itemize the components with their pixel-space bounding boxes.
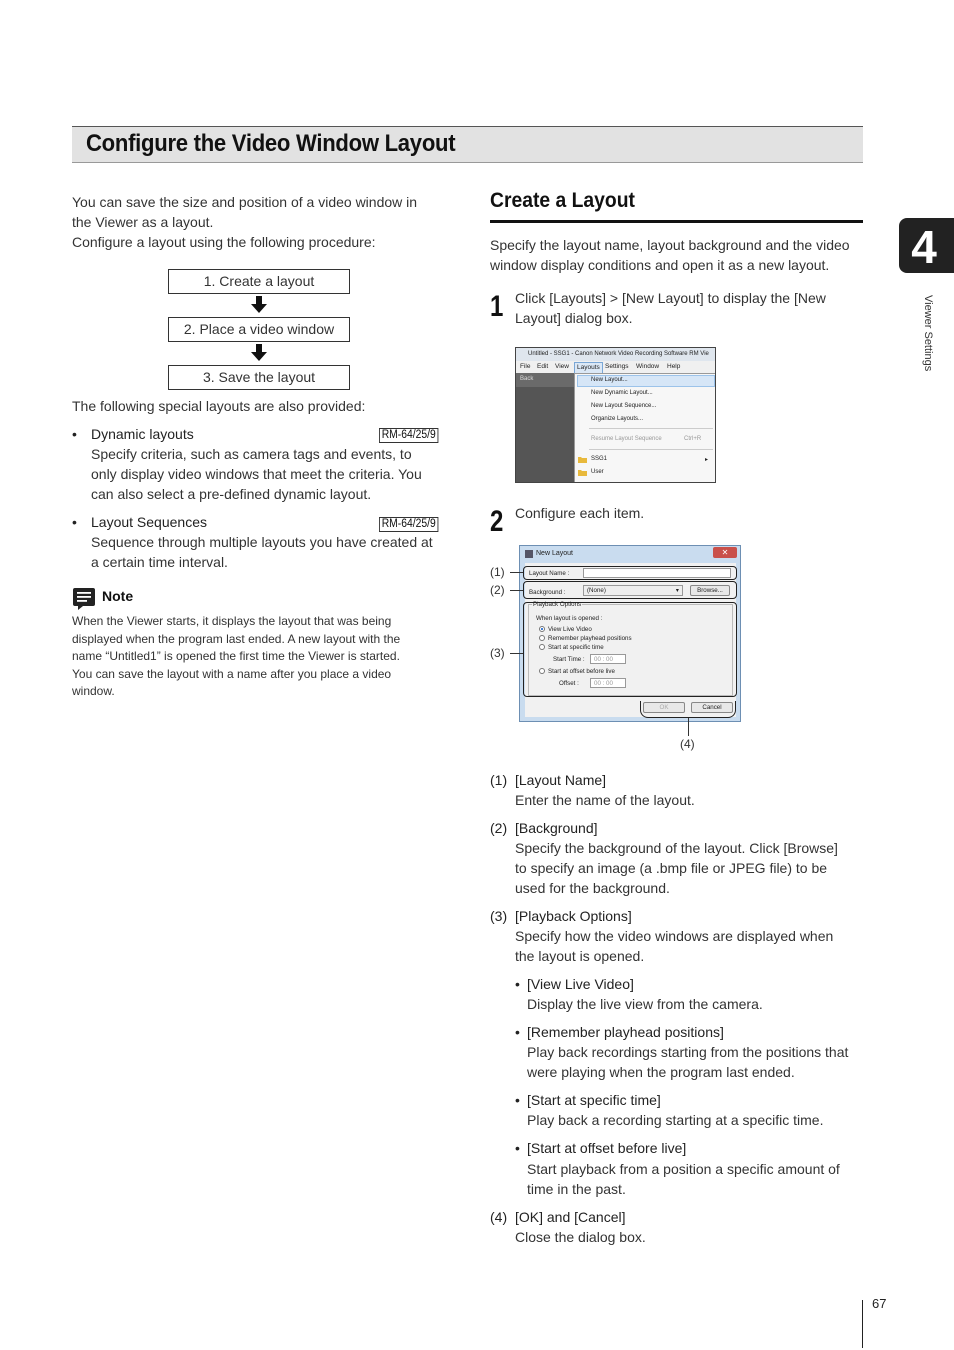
note-icon — [72, 587, 96, 611]
bullet-desc — [91, 444, 453, 504]
radio-label: Remember playhead positions — [548, 635, 632, 642]
menu-resume-layout-sequence: Resume Layout Sequence — [591, 436, 662, 442]
note-line: name “Untitled1” is opened the first time the Viewer is started. — [72, 649, 400, 664]
offset-value: 00 : 00 — [594, 680, 613, 687]
sub-item-desc — [527, 1042, 867, 1082]
background-label: Background : — [529, 589, 566, 596]
flow-step-1: 1. Create a layout — [168, 269, 350, 294]
item-desc: Close the dialog box. — [515, 1229, 646, 1245]
section-intro — [490, 235, 870, 275]
sub-item-title: [Remember playhead positions] — [527, 1024, 724, 1040]
page-number: 67 — [872, 1296, 887, 1311]
browse-button: Browse... — [690, 585, 730, 596]
radio-label: View Live Video — [548, 626, 592, 633]
step-text: Configure each item. — [515, 505, 645, 521]
callout-box-3 — [523, 602, 737, 697]
menu-window: Window — [636, 363, 660, 370]
callout-label-1: (1) — [490, 565, 505, 579]
playback-options-title: Playback Options — [533, 601, 582, 608]
desc-line: were playing when the program last ended. — [527, 1064, 795, 1080]
menu-divider — [589, 449, 713, 450]
chapter-number: 4 — [911, 221, 937, 273]
section-title: Create a Layout — [490, 189, 635, 212]
bullet-marker: • — [72, 514, 77, 530]
desc-line: can also select a pre-defined dynamic layout. — [91, 486, 372, 502]
app-icon — [525, 550, 533, 558]
desc-line: Specify criteria, such as camera tags and events, to — [91, 446, 412, 462]
item-number: (3) — [490, 908, 508, 924]
callout-label-4: (4) — [680, 737, 695, 751]
item-title: [Layout Name] — [515, 772, 607, 788]
callout-line — [688, 718, 689, 736]
bullet-desc — [91, 532, 453, 572]
bullet-title: Dynamic layouts — [91, 426, 194, 442]
sub-item-desc — [527, 1159, 867, 1199]
item-title: [Background] — [515, 820, 598, 836]
flow-step-2: 2. Place a video window — [168, 317, 350, 342]
sub-bullet: • — [515, 1092, 520, 1108]
sub-bullet: • — [515, 1024, 520, 1040]
note-body — [72, 613, 452, 701]
desc-line: Sequence through multiple layouts you have created at — [91, 534, 433, 550]
desc-line: only display video windows that meet the criteria. You — [91, 466, 422, 482]
callout-line — [510, 590, 523, 591]
desc-line: used for the background. — [515, 880, 670, 896]
intro-line: You can save the size and position of a video window in — [72, 194, 418, 210]
item-title: [Playback Options] — [515, 908, 632, 924]
start-time-label: Start Time : — [553, 656, 585, 663]
desc-line: a certain time interval. — [91, 554, 228, 570]
radio-label: Start at offset before live — [548, 668, 615, 675]
menu-layouts: Layouts — [574, 362, 603, 374]
note-line: When the Viewer starts, it displays the layout that was being — [72, 614, 392, 628]
layouts-dropdown — [574, 373, 716, 483]
special-intro: The following special layouts are also provided: — [72, 398, 366, 414]
intro-line: Configure a layout using the following procedure: — [72, 234, 376, 250]
menu-organize-layouts: Organize Layouts... — [591, 416, 644, 422]
step-number: 1 — [490, 290, 504, 323]
desc-line: Specify how the video windows are displayed when — [515, 928, 834, 944]
radio-label: Start at specific time — [548, 644, 604, 651]
menu-new-dynamic-layout: New Dynamic Layout... — [591, 390, 653, 396]
step-number: 2 — [490, 505, 504, 538]
sub-item-desc: Display the live view from the camera. — [527, 996, 763, 1012]
step-line: Layout] dialog box. — [515, 310, 633, 326]
sub-bullet: • — [515, 1140, 520, 1156]
desc-line: time in the past. — [527, 1181, 626, 1197]
offset-label: Offset : — [559, 680, 579, 687]
sub-bullet: • — [515, 976, 520, 992]
note-line: You can save the layout with a name after you place a video — [72, 666, 392, 681]
bullet-marker: • — [72, 426, 77, 442]
desc-line: Start playback from a position a specific amount of — [527, 1161, 840, 1177]
layouts-menu-screenshot — [515, 347, 716, 483]
intro-line: Specify the layout name, layout background and the video — [490, 237, 850, 253]
callout-box-4 — [640, 701, 736, 718]
background-value: (None) — [587, 587, 606, 594]
chevron-down-icon: ▾ — [675, 587, 679, 594]
note-line: displayed when the program last ended. A new layout with the — [72, 631, 401, 646]
flow-step-3: 3. Save the layout — [168, 365, 350, 390]
item-desc — [515, 926, 865, 966]
section-heading — [490, 189, 863, 223]
desc-line: to specify an image (a .bmp file or JPEG file) to be — [515, 860, 828, 876]
menu-divider — [589, 428, 713, 429]
callout-label-2: (2) — [490, 583, 505, 597]
close-icon: ✕ — [713, 547, 737, 558]
callout-line — [510, 572, 523, 573]
menu-new-layout-sequence: New Layout Sequence... — [591, 403, 657, 409]
model-badge: RM-64/25/9 — [379, 428, 438, 443]
menu-file: File — [520, 363, 531, 370]
callout-label-3: (3) — [490, 646, 505, 660]
callout-box-1 — [523, 566, 737, 580]
desc-line: Specify the background of the layout. Click [Browse] — [515, 840, 838, 856]
note-label: Note — [102, 588, 134, 604]
sub-item-title: [Start at specific time] — [527, 1092, 661, 1108]
layout-name-label: Layout Name : — [529, 570, 570, 577]
page-number-rule — [862, 1300, 863, 1348]
chapter-label: Viewer Settings — [922, 295, 934, 372]
item-number: (1) — [490, 772, 508, 788]
item-number: (4) — [490, 1209, 508, 1225]
menu-ssg1: SSG1 — [591, 456, 608, 462]
chapter-tab — [899, 218, 954, 273]
step-text — [515, 288, 865, 328]
sub-item-title: [Start at offset before live] — [527, 1140, 687, 1156]
menu-bar — [516, 361, 715, 373]
toolbar — [516, 373, 576, 387]
menu-view: View — [555, 363, 569, 370]
item-number: (2) — [490, 820, 508, 836]
bullet-title: Layout Sequences — [91, 514, 207, 530]
submenu-arrow-icon: ▸ — [705, 457, 709, 463]
step-line: Click [Layouts] > [New Layout] to display the [New — [515, 290, 826, 306]
callout-line — [510, 653, 523, 654]
intro-line: the Viewer as a layout. — [72, 214, 214, 230]
down-arrow-icon — [250, 296, 268, 314]
desc-line: Play back recordings starting from the positions that — [527, 1044, 849, 1060]
back-button: Back — [520, 376, 534, 382]
menu-help: Help — [667, 363, 681, 370]
item-desc — [515, 838, 865, 898]
sub-item-title: [View Live Video] — [527, 976, 634, 992]
menu-new-layout: New Layout... — [591, 377, 628, 383]
when-opened-label: When layout is opened : — [536, 615, 603, 622]
sub-item-desc: Play back a recording starting at a specific time. — [527, 1112, 824, 1128]
menu-shortcut: Ctrl+R — [684, 436, 702, 442]
note-line: window. — [72, 684, 115, 699]
dialog-title: New Layout — [536, 550, 573, 557]
menu-settings: Settings — [605, 363, 629, 370]
menu-edit: Edit — [537, 363, 549, 370]
page-title-bar — [72, 126, 863, 163]
start-time-value: 00 : 00 — [594, 656, 613, 663]
window-title: Untitled - SSG1 - Canon Network Video Recording Software RM Vie — [516, 348, 715, 361]
ok-button: OK — [643, 702, 685, 713]
page-title: Configure the Video Window Layout — [86, 130, 456, 157]
item-title: [OK] and [Cancel] — [515, 1209, 626, 1225]
model-badge: RM-64/25/9 — [379, 517, 438, 532]
intro-line: window display conditions and open it as a new layout. — [490, 257, 830, 273]
intro-text — [72, 192, 452, 252]
desc-line: the layout is opened. — [515, 948, 645, 964]
menu-user: User — [591, 469, 604, 475]
down-arrow-icon — [250, 344, 268, 362]
cancel-button: Cancel — [691, 702, 733, 713]
item-desc — [515, 790, 865, 810]
desc-line: Enter the name of the layout. — [515, 792, 695, 808]
folder-icon — [578, 456, 587, 463]
folder-icon — [578, 469, 587, 476]
callout-box-2 — [523, 581, 737, 599]
